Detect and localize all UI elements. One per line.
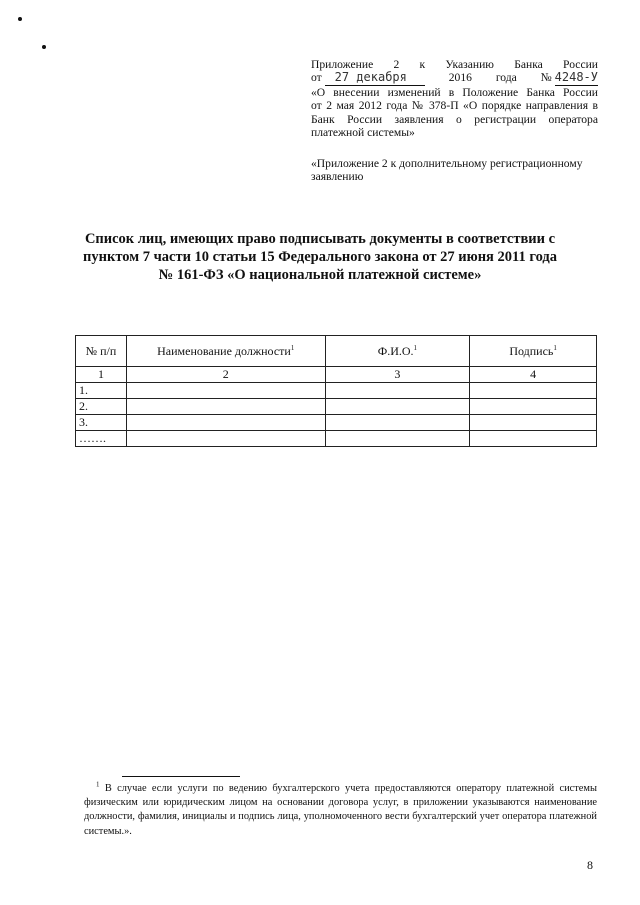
column-header-position: Наименование должности$^1$ <box>126 336 325 367</box>
document-header <box>311 58 598 139</box>
title-line: Список лиц, имеющих право подписывать документы в соответствии с <box>84 231 556 247</box>
table-cell <box>325 415 470 431</box>
table-cell: 4 <box>470 367 597 383</box>
footnote-ref: 1 <box>553 343 557 352</box>
table-index-row <box>76 367 597 383</box>
handwritten-number: 4248-У <box>554 70 598 85</box>
header-line: платежной системы» <box>311 126 415 140</box>
table-cell: 2. <box>76 399 127 415</box>
year-label: года <box>495 71 517 85</box>
table-cell <box>325 431 470 447</box>
column-header-name: Ф.И.О.$^1$ <box>325 336 470 367</box>
table-cell: ……. <box>76 431 127 447</box>
header-line: от 2 мая 2012 года № 378-П «О порядке направления в <box>311 99 598 113</box>
table-row <box>76 431 597 447</box>
table-cell: 2 <box>126 367 325 383</box>
table-header-row <box>76 336 597 367</box>
table-cell: 1. <box>76 383 127 399</box>
appendix-reference <box>311 157 598 184</box>
table-cell <box>325 383 470 399</box>
header-date-line <box>311 71 598 85</box>
table-cell <box>126 399 325 415</box>
table-cell <box>470 415 597 431</box>
title-line: пунктом 7 части 10 статьи 15 Федерального закона от 27 июня 2011 года <box>83 249 557 265</box>
table-cell <box>325 399 470 415</box>
page-number: 8 <box>587 858 593 872</box>
handwritten-date: 27 декабря <box>334 70 407 85</box>
footnote-text: В случае если услуги по ведению бухгалтерского учета предоставляются оператору платежной системы физическим или юридическим лицом на основании договора услуг, в приложении указываются наименование должности, фамилия, инициалы и подпись лица, уполномоченного вести бухгалтерский учет оператора платежной системы.». <box>84 783 597 837</box>
table-row <box>76 399 597 415</box>
table-cell <box>470 431 597 447</box>
table-cell: 1 <box>76 367 127 383</box>
footnote-divider <box>122 776 240 777</box>
footnote-ref: 1 <box>290 343 295 352</box>
table-cell <box>126 415 325 431</box>
table-cell: 3 <box>325 367 470 383</box>
header-line: Приложение 2 к Указанию Банка России <box>311 58 598 71</box>
header-line: «О внесении изменений в Положение Банка России <box>311 85 598 99</box>
scan-mark <box>42 45 46 49</box>
signatories-table <box>75 335 597 447</box>
footnote-ref: 1 <box>413 343 418 352</box>
table-row <box>76 383 597 399</box>
from-label: от <box>311 71 322 85</box>
table-cell: 3. <box>76 415 127 431</box>
scan-mark <box>18 17 22 21</box>
column-header-signature: Подпись$^1$ <box>470 336 597 367</box>
number-sign: № <box>540 71 552 85</box>
table-cell <box>470 383 597 399</box>
table-cell <box>126 431 325 447</box>
table-cell <box>470 399 597 415</box>
appendix-line: «Приложение 2 к дополнительному регистрационному <box>311 157 583 170</box>
footnote <box>84 782 597 839</box>
page-title <box>60 230 580 284</box>
table-row <box>76 415 597 431</box>
title-line: № 161-ФЗ «О национальной платежной системе» <box>158 267 482 283</box>
header-line: Банк России заявления о регистрации оператора <box>311 112 598 126</box>
footnote-marker: 1 <box>96 780 100 789</box>
column-header-number: № п/п <box>76 336 127 367</box>
table-cell <box>126 383 325 399</box>
appendix-line: заявлению <box>311 170 364 184</box>
year: 2016 <box>448 71 472 85</box>
